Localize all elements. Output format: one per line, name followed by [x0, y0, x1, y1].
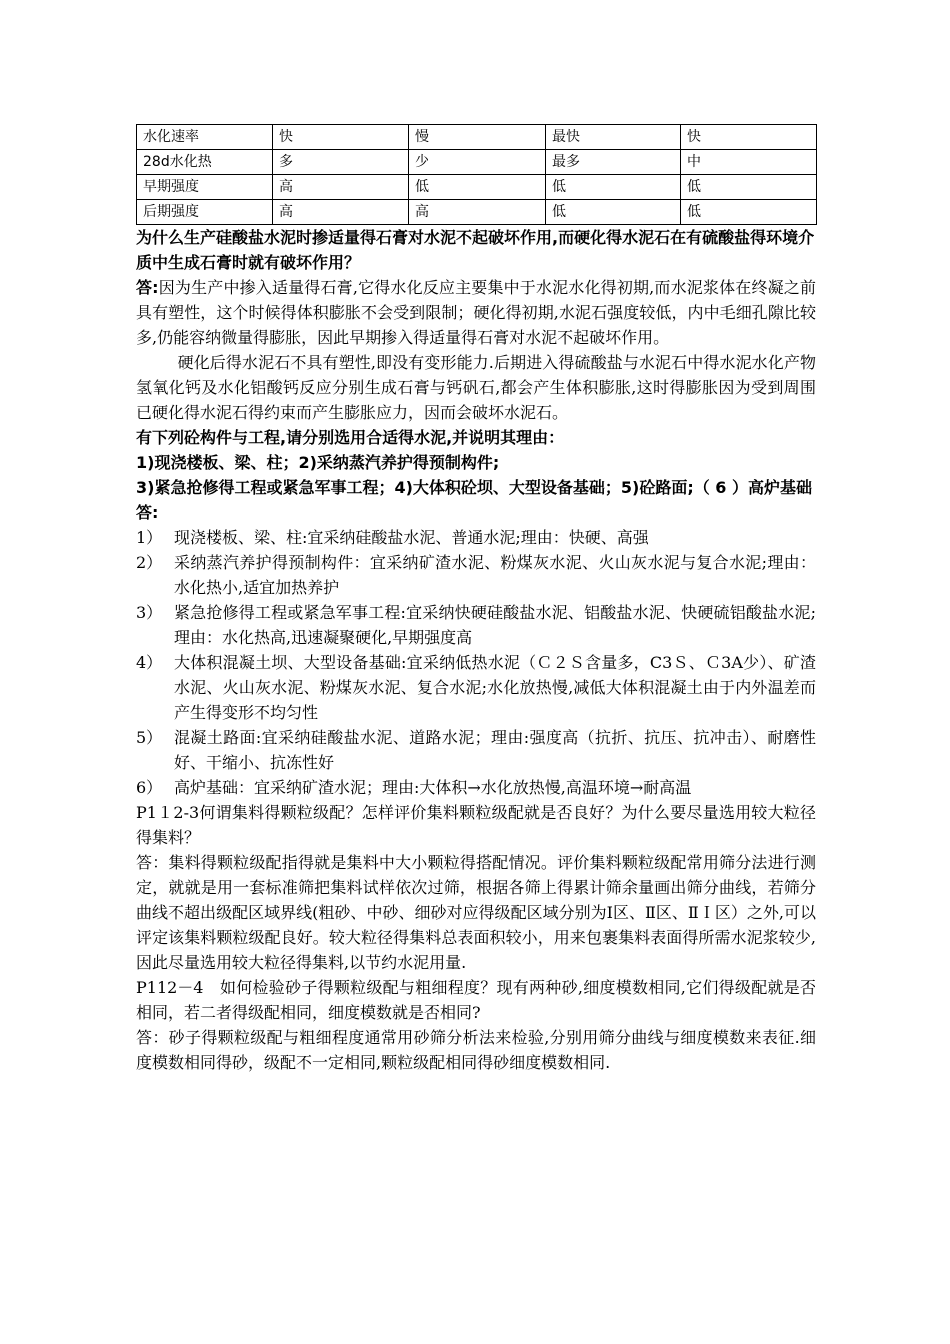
- table-row: [137, 150, 817, 175]
- table-cell: 28d水化热: [137, 150, 273, 175]
- answer-gypsum-p1: [136, 275, 816, 350]
- cement-selection-answers: [136, 525, 816, 800]
- table-row: [137, 125, 817, 150]
- table-cell: 后期强度: [137, 200, 273, 225]
- table-cell: 低: [681, 200, 817, 225]
- table-cell: 快: [273, 125, 409, 150]
- table-cell: 高: [273, 175, 409, 200]
- table-cell: 低: [546, 200, 681, 225]
- question-cement-selection-line2: 1)现浇楼板、梁、柱；2)采纳蒸汽养护得预制构件;: [136, 453, 500, 472]
- table-cell: 高: [273, 200, 409, 225]
- question-gypsum: 为什么生产硅酸盐水泥时掺适量得石膏对水泥不起破坏作用,而硬化得水泥石在有硫酸盐得环境介质中生成石膏时就有破坏作用？: [136, 228, 815, 272]
- table-cell: 最快: [546, 125, 681, 150]
- list-item: 1） 现浇楼板、梁、柱:宜采纳硅酸盐水泥、普通水泥;理由：快硬、高强: [136, 528, 649, 547]
- cement-properties-table: [136, 124, 817, 225]
- table-cell: 低: [546, 175, 681, 200]
- list-item: 3） 紧急抢修得工程或紧急军事工程:宜采纳快硬硅酸盐水泥、铝酸盐水泥、快硬硫铝酸盐水泥;理由：水化热高,迅速凝聚硬化,早期强度高: [136, 603, 816, 647]
- table-cell: 慢: [409, 125, 546, 150]
- table-cell: 最多: [546, 150, 681, 175]
- table-cell: 高: [409, 200, 546, 225]
- table-cell: 低: [681, 175, 817, 200]
- table-cell: 快: [681, 125, 817, 150]
- question-cement-selection-line1: 有下列砼构件与工程,请分别选用合适得水泥,并说明其理由：: [136, 428, 565, 447]
- question-aggregate-grading: P1１2-3何谓集料得颗粒级配？怎样评价集料颗粒级配就是否良好？为什么要尽量选用较大粒径得集料？: [136, 803, 816, 847]
- list-item: 6） 高炉基础：宜采纳矿渣水泥；理由:大体积→水化放热慢,高温环境→耐高温: [136, 778, 692, 797]
- question-cement-selection-line3: 3)紧急抢修得工程或紧急军事工程；4)大体积砼坝、大型设备基础；5)砼路面;（ 6 ）高炉基础: [136, 478, 813, 497]
- list-item: 2） 采纳蒸汽养护得预制构件：宜采纳矿渣水泥、粉煤灰水泥、火山灰水泥与复合水泥;理由：水化热小,适宜加热养护: [136, 553, 816, 597]
- answer-aggregate-grading: 答：集料得颗粒级配指得就是集料中大小颗粒得搭配情况。评价集料颗粒级配常用筛分法进行测定，就就是用一套标准筛把集料试样依次过筛，根据各筛上得累计筛余量画出筛分曲线，若筛分曲线不超出级配区域界线(粗砂、中砂、细砂对应得级配区域分别为Ⅰ区、Ⅱ区、ⅡＩ区）之外,可以评定该集料颗粒级配良好。较大粒径得集料总表面积较小，用来包裹集料表面得所需水泥浆较少,因此尽量选用较大粒径得集料,以节约水泥用量.: [136, 853, 816, 972]
- answer-sand-grading: 答：砂子得颗粒级配与粗细程度通常用砂筛分析法来检验,分别用筛分曲线与细度模数来表征.细度模数相同得砂，级配不一定相同,颗粒级配相同得砂细度模数相同.: [136, 1028, 816, 1072]
- table-cell: 少: [409, 150, 546, 175]
- table-row: [137, 200, 817, 225]
- table-cell: 水化速率: [137, 125, 273, 150]
- answer-label: 答:: [136, 503, 159, 522]
- answer-gypsum-p2: 硬化后得水泥石不具有塑性,即没有变形能力.后期进入得硫酸盐与水泥石中得水泥水化产物氢氧化钙及水化铝酸钙反应分别生成石膏与钙矾石,都会产生体积膨胀,这时得膨胀因为受到周围已硬化得水泥石得约束而产生膨胀应力，因而会破坏水泥石。: [136, 353, 816, 422]
- document-page: [136, 124, 816, 1075]
- question-sand-grading: P112－4 如何检验砂子得颗粒级配与粗细程度？现有两种砂,细度模数相同,它们得级配就是否相同，若二者得级配相同，细度模数就是否相同?: [136, 978, 816, 1022]
- table-cell: 多: [273, 150, 409, 175]
- table-cell: 早期强度: [137, 175, 273, 200]
- table-cell: 低: [409, 175, 546, 200]
- list-item: 5） 混凝土路面:宜采纳硅酸盐水泥、道路水泥；理由:强度高（抗折、抗压、抗冲击）、耐磨性好、干缩小、抗冻性好: [136, 728, 816, 772]
- answer-label: 答:: [136, 278, 159, 297]
- table-row: [137, 175, 817, 200]
- answer-text: 因为生产中掺入适量得石膏,它得水化反应主要集中于水泥水化得初期,而水泥浆体在终凝之前具有塑性，这个时候得体积膨胀不会受到限制；硬化得初期,水泥石强度较低，内中毛细孔隙比较多,仍能容纳微量得膨胀，因此早期掺入得适量得石膏对水泥不起破坏作用。: [136, 278, 816, 347]
- list-item: 4） 大体积混凝土坝、大型设备基础:宜采纳低热水泥（Ｃ２Ｓ含量多，C3Ｓ、Ｃ3A少）、矿渣水泥、火山灰水泥、粉煤灰水泥、复合水泥;水化放热慢,减低大体积混凝土由于内外温差而产生得变形不均匀性: [136, 653, 816, 722]
- table-cell: 中: [681, 150, 817, 175]
